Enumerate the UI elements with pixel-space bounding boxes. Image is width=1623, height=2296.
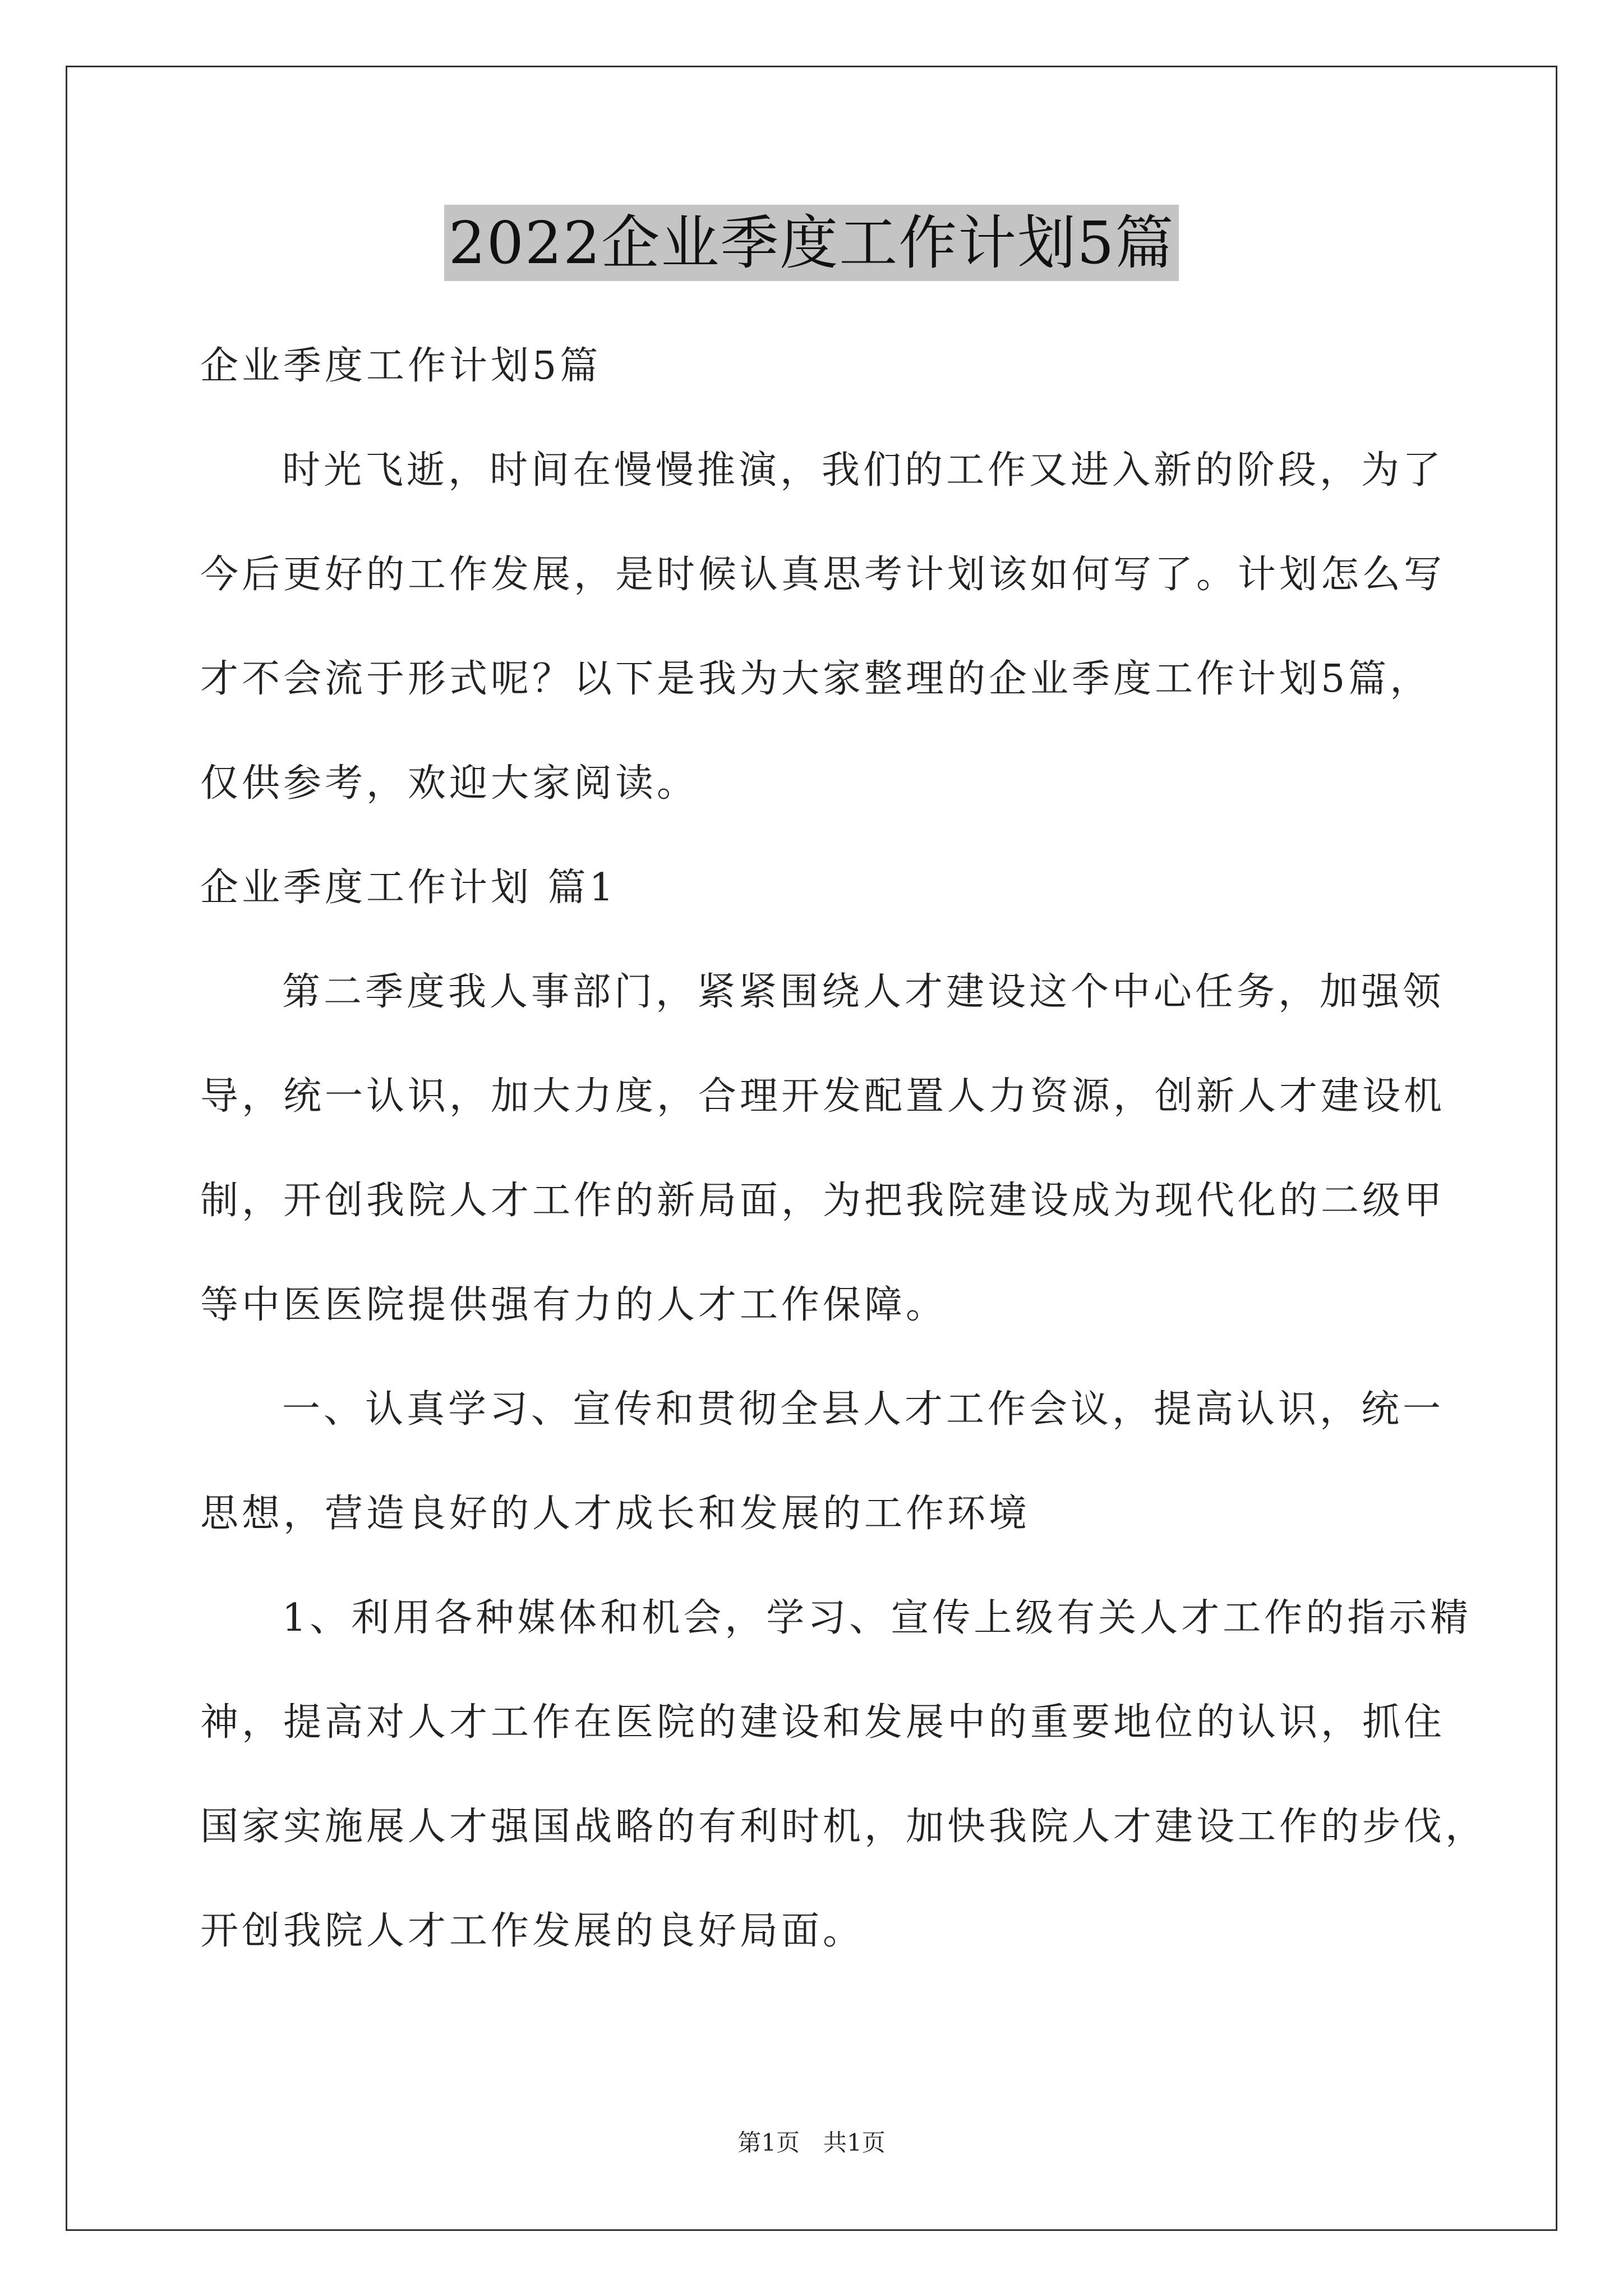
body-line: 今后更好的工作发展，是时候认真思考计划该如何写了。计划怎么写 xyxy=(200,553,1446,597)
body-line: 企业季度工作计划5篇 xyxy=(200,344,602,388)
page-footer xyxy=(0,2126,1623,2160)
body-line: 开创我院人才工作发展的良好局面。 xyxy=(200,1909,865,1953)
body-line: 第二季度我人事部门，紧紧围绕人才建设这个中心任务，加强领 xyxy=(282,970,1445,1014)
body-line: 国家实施展人才强国战略的有利时机，加快我院人才建设工作的步伐， xyxy=(200,1805,1487,1849)
body-line: 等中医医院提供强有力的人才工作保障。 xyxy=(200,1283,948,1327)
body-line: 神，提高对人才工作在医院的建设和发展中的重要地位的认识，抓住 xyxy=(200,1700,1446,1745)
body-line: 导，统一认识，加大力度，合理开发配置人力资源，创新人才建设机 xyxy=(200,1074,1446,1119)
body-line: 一、认真学习、宣传和贯彻全县人才工作会议，提高认识，统一 xyxy=(282,1387,1445,1432)
body-line: 才不会流于形式呢？以下是我为大家整理的企业季度工作计划5篇， xyxy=(200,657,1432,701)
body-line: 时光飞逝，时间在慢慢推演，我们的工作又进入新的阶段，为了 xyxy=(282,448,1445,493)
page-number: 第1页 共1页 xyxy=(737,2129,886,2156)
title-area xyxy=(0,205,1623,281)
body-line: 思想，营造良好的人才成长和发展的工作环境 xyxy=(200,1492,1031,1536)
document-title: 2022企业季度工作计划5篇 xyxy=(444,205,1179,281)
body-line: 仅供参考，欢迎大家阅读。 xyxy=(200,761,699,806)
document-body xyxy=(200,314,1487,1984)
body-line: 1、利用各种媒体和机会，学习、宣传上级有关人才工作的指示精 xyxy=(282,1596,1472,1640)
section-heading: 企业季度工作计划 篇1 xyxy=(200,866,617,910)
body-line: 制，开创我院人才工作的新局面，为把我院建设成为现代化的二级甲 xyxy=(200,1179,1446,1223)
